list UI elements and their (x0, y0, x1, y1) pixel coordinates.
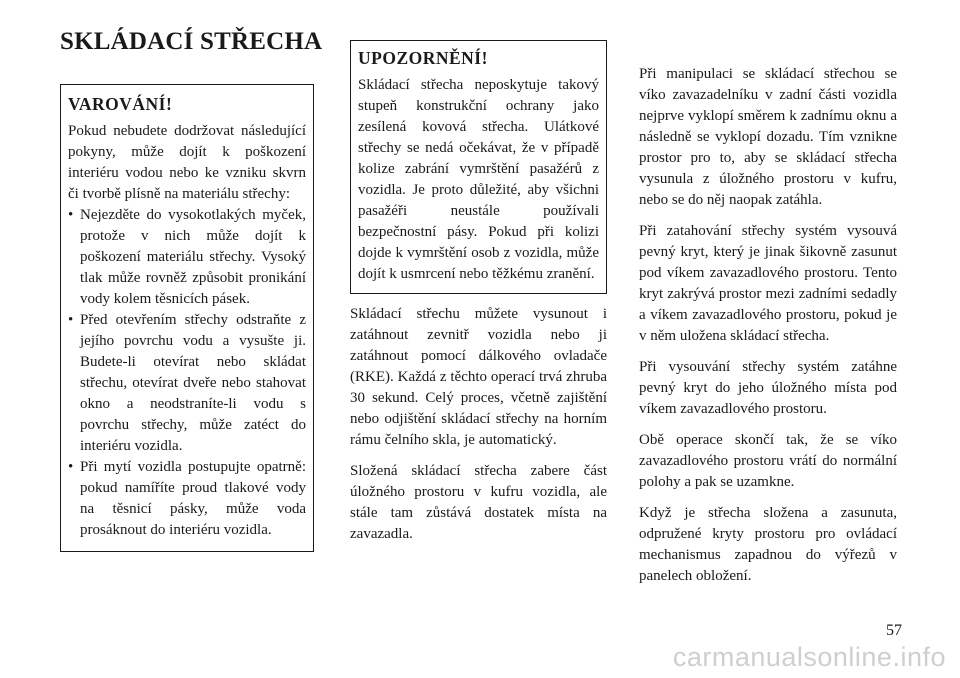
caution-box (350, 40, 607, 294)
page-title: SKLÁDACÍ STŘECHA (60, 28, 323, 55)
warning-list (68, 205, 306, 541)
column-left (60, 84, 314, 552)
paragraph: Skládací střechu můžete vysunout i zatáhnout zevnitř vozidla nebo ji zatáhnout pomocí dálkového ovladače (RKE). Každá z těchto operací trvá zhruba 30 sekund. Celý proces, včetně zajištění nebo odjištění skládací střechy na horním rámu čelního skla, je automatický. (350, 306, 607, 448)
paragraph: Při zatahování střechy systém vysouvá pevný kryt, který je jinak šikovně zasunut pod víkem zavazadlového prostoru. Tento kryt zakrývá prostor mezi zadními sedadly a víkem zavazadlového prostoru, pokud je v něm uložena skládací střecha. (639, 223, 897, 344)
page-number: 57 (886, 622, 902, 639)
warning-item: • Před otevřením střechy odstraňte z jejího povrchu vodu a vysušte ji. Budete-li otevírat nebo skládat střechu, otevírat dveře nebo stahovat okno a neodstraníte-li vodu s povrchu střechy, může zatéct do interiéru vozidla. (68, 310, 306, 457)
caution-heading: UPOZORNĚNÍ! (358, 48, 488, 68)
watermark: carmanualsonline.info (672, 642, 946, 672)
column-middle (350, 40, 607, 555)
paragraph: Při manipulaci se skládací střechou se víko zavazadelníku v zadní části vozidla nejprve vyklopí směrem k zadnímu oknu a následně se vyklopí dozadu. Tím vznikne prostor pro to, aby se skládací střecha vysunula z úložného prostoru v kufru, nebo se do něj naopak zatáhla. (639, 66, 897, 208)
warning-item: • Při mytí vozidla postupujte opatrně: pokud namíříte proud tlakové vody na těsnicí pásky, může voda prosáknout do interiéru vozidla. (68, 457, 306, 541)
column-right (639, 64, 897, 597)
paragraph: Složená skládací střecha zabere část úložného prostoru v kufru vozidla, ale stále tam zůstává dostatek místa na zavazadla. (350, 463, 607, 542)
warning-heading: VAROVÁNÍ! (68, 94, 173, 114)
paragraph: Když je střecha složena a zasunuta, odpružené kryty prostoru pro ovládací mechanismus zapadnou do výřezů v panelech obložení. (639, 505, 897, 584)
warning-box (60, 84, 314, 552)
warning-intro: Pokud nebudete dodržovat následující pokyny, může dojít k poškození interiéru vodou nebo ke vzniku skvrn či tvorbě plísně na materiálu střechy: (68, 123, 306, 202)
paragraph: Při vysouvání střechy systém zatáhne pevný kryt do jeho úložného místa pod víkem zavazadlového prostoru. (639, 359, 897, 417)
paragraph: Obě operace skončí tak, že se víko zavazadlového prostoru vrátí do normální polohy a pak se uzamkne. (639, 432, 897, 490)
caution-text: Skládací střecha neposkytuje takový stupeň konstrukční ochrany jako zesílená kovová střecha. Ulátkové střechy se nedá očekávat, že v případě kolize zabrání vymrštění pasažérů z vozidla. Je proto důležité, aby všichni pasažéři neustále používali bezpečnostní pásy. Pokud při kolizi dojde k vymrštění osob z vozidla, může dojít k usmrcení nebo těžkému zranění. (358, 77, 599, 282)
warning-item: • Nejezděte do vysokotlakých myček, protože v nich může dojít k poškození materiálu střechy. Vysoký tlak může rovněž způsobit pronikání vody kolem těsnicích pásek. (68, 205, 306, 310)
